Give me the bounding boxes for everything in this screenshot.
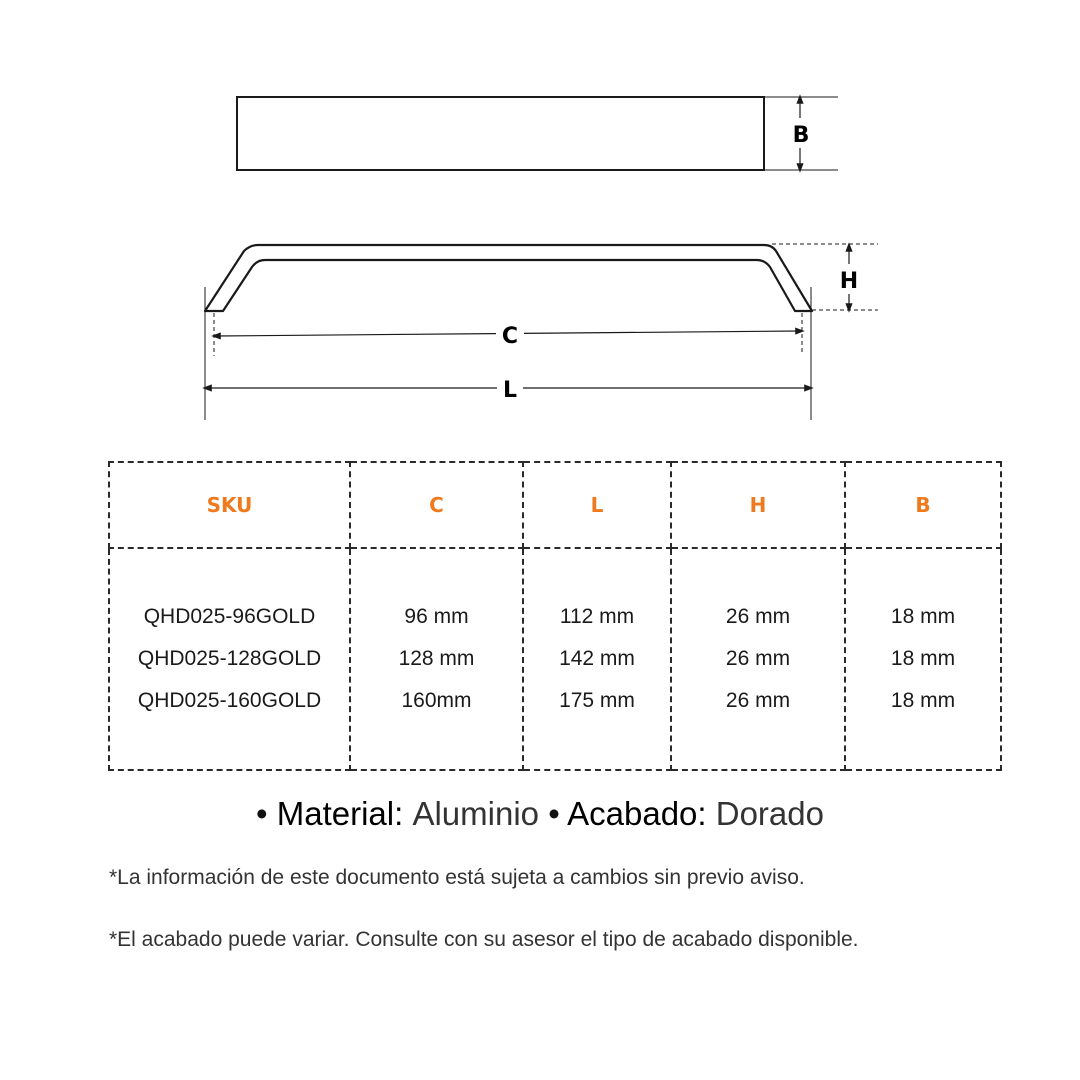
sku-value: QHD025-160GOLD [137,689,322,712]
l-value: 112 mm [559,605,635,628]
b-value: 18 mm [890,605,956,628]
header-l: L [523,462,671,548]
h-cell [671,548,845,770]
c-value: 96 mm [404,605,469,628]
sku-cell [109,548,350,770]
table-header-row [109,462,1001,548]
header-sku: SKU [109,462,350,548]
c-value: 160mm [401,689,472,712]
finish-label: Acabado: [567,795,707,832]
l-cell [523,548,671,770]
dimension-c-label: C [501,324,519,349]
material-finish-line [0,795,1080,833]
c-cell [350,548,523,770]
sku-value: QHD025-128GOLD [137,647,322,670]
material-label: Material: [276,795,404,832]
header-b: B [845,462,1001,548]
header-h: H [671,462,845,548]
handle-top-view-rect [237,97,764,170]
h-value: 26 mm [725,689,791,712]
material-value: Aluminio [412,795,540,832]
side-view [205,244,878,420]
top-view [237,97,838,170]
finish-value: Dorado [715,795,824,832]
b-value: 18 mm [890,647,956,670]
l-value: 175 mm [559,689,635,712]
bullet: • [548,795,560,832]
disclaimer-note: *La información de este documento está sujeta a cambios sin previo aviso. [109,866,805,889]
l-value: 142 mm [559,647,635,670]
handle-dimension-diagram [0,0,1080,430]
sku-value: QHD025-96GOLD [143,605,316,628]
table-body-row [109,548,1001,770]
handle-side-profile [205,245,812,311]
h-value: 26 mm [725,647,791,670]
bullet: • [256,795,268,832]
dimension-h-label: H [839,269,859,294]
dimensions-table [108,461,1002,771]
dimension-l-label: L [502,378,518,403]
b-cell [845,548,1001,770]
header-c: C [350,462,523,548]
dimension-b-label: B [792,123,810,148]
c-value: 128 mm [398,647,475,670]
finish-note: *El acabado puede variar. Consulte con su asesor el tipo de acabado disponible. [109,928,859,951]
b-value: 18 mm [890,689,956,712]
h-value: 26 mm [725,605,791,628]
